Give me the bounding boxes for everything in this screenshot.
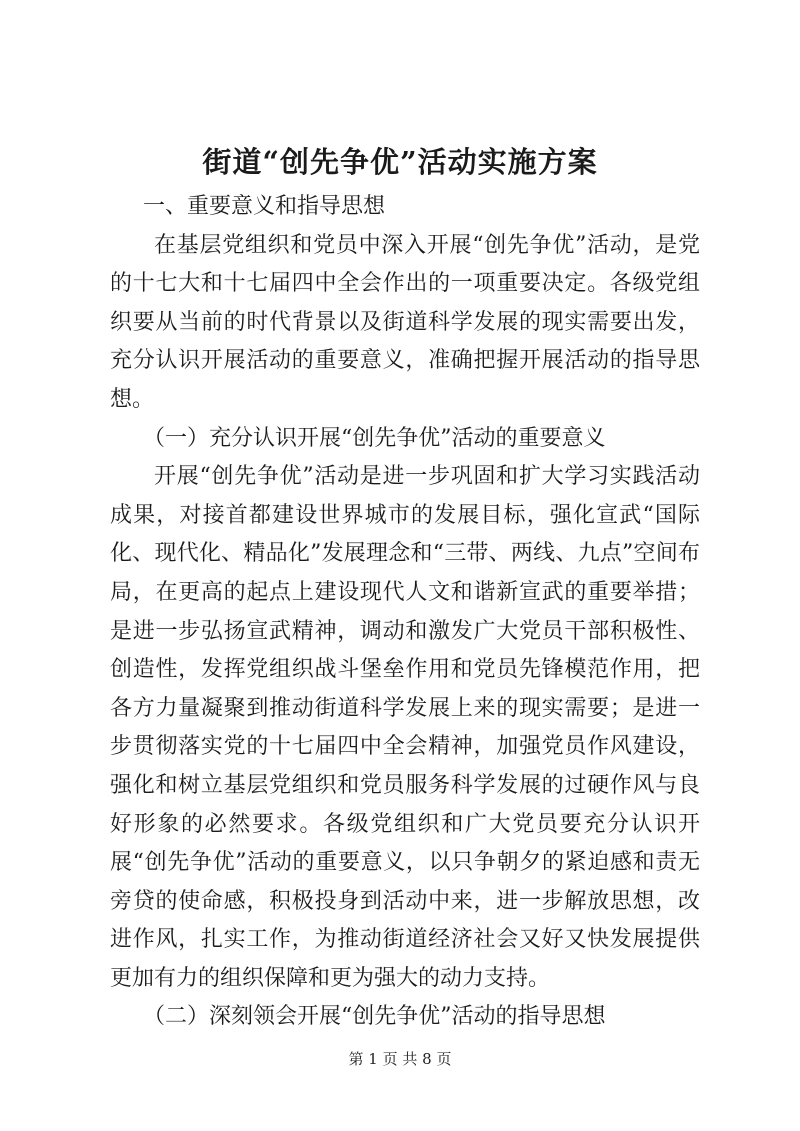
subsection-heading: （二）深刻领会开展“创先争优”活动的指导思想 — [143, 1004, 606, 1030]
document-body — [110, 188, 700, 1037]
document-title: 街道“创先争优”活动实施方案 — [202, 145, 598, 179]
section-heading: 一、重要意义和指导思想 — [143, 194, 386, 219]
paragraph: 开展“创先争优”活动是进一步巩固和扩大学习实践活动成果，对接首都建设世界城市的发展目标，强化宣武“国际化、现代化、精品化”发展理念和“三带、两线、九点”空间布局，在更高的起点上建设现代人文和谐新宣武的重要举措；是进一步弘扬宣武精神，调动和激发广大党员干部积极性、创造性，发挥党组织战斗堡垒作用和党员先锋模范作用，把各方力量凝聚到推动街道科学发展上来的现实需要；是进一步贯彻落实党的十七届四中全会精神，加强党员作风建设，强化和树立基层党组织和党员服务科学发展的过硬作风与良好形象的必然要求。各级党组织和广大党员要充分认识开展“创先争优”活动的重要意义，以只争朝夕的紧迫感和责无旁贷的使命感，积极投身到活动中来，进一步解放思想，改进作风，扎实工作，为推动街道经济社会又好又快发展提供更加有力的组织保障和更为强大的动力支持。 — [110, 464, 700, 991]
page-footer: 第 1 页 共 8 页 — [348, 1050, 452, 1068]
subsection-heading: （一）充分认识开展“创先争优”活动的重要意义 — [143, 425, 606, 451]
paragraph: 在基层党组织和党员中深入开展“创先争优”活动，是党的十七大和十七届四中全会作出的一项重要决定。各级党组织要从当前的时代背景以及街道科学发展的现实需要出发，充分认识开展活动的重要意义，准确把握开展活动的指导思想。 — [110, 232, 700, 412]
